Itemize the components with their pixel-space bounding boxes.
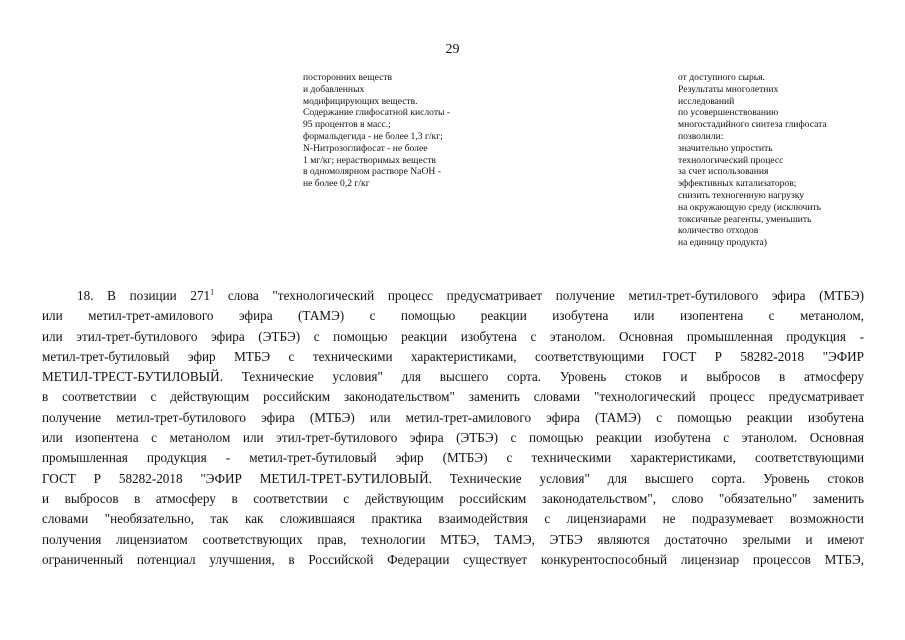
table-line: значительно упростить — [678, 142, 773, 154]
table-line: снизить техногенную нагрузку — [678, 189, 805, 201]
superscript: 1 — [210, 287, 215, 297]
paragraph-line: МЕТИЛ-ТРЕСТ-БУТИЛОВЫЙ. Технические условия" для высшего сорта. Уровень стоков и выбросов в атмосферу — [42, 369, 864, 385]
table-line: формальдегида - не более 1,3 г/кг; — [303, 130, 443, 142]
table-line: не более 0,2 г/кг — [303, 178, 370, 190]
amendment-paragraph — [42, 286, 864, 570]
table-line: на окружающую среду (исключить — [678, 201, 822, 213]
table-line: токсичные реагенты, уменьшить — [678, 213, 812, 225]
paragraph-line — [42, 286, 864, 306]
paragraph-line: или метил-трет-амилового эфира (ТАМЭ) с помощью реакции изобутена или изопентена с метанолом, — [42, 308, 864, 324]
table-line: количество отходов — [678, 225, 759, 237]
table-line: эффективных катализаторов; — [678, 178, 797, 190]
table-line: N-Нитрозоглифосат - не более — [303, 142, 428, 154]
paragraph-line: промышленная продукция - метил-трет-бутиловый эфир (МТБЭ) с техническими характеристиками, соответствующими — [42, 450, 864, 466]
table-line: и добавленных — [303, 83, 365, 95]
paragraph-text: 18. В позиции 271 — [77, 288, 211, 303]
table-line: позволили: — [678, 130, 724, 142]
table-line: технологический процесс — [678, 154, 784, 166]
table-line: исследований — [678, 95, 735, 107]
paragraph-line: метил-трет-бутиловый эфир МТБЭ с техническими характеристиками, соответствующими ГОСТ Р 58282-2018 "ЭФИР — [42, 348, 864, 364]
paragraph-text: слова "технологический процесс предусматривает получение метил-трет-бутилового эфира (МТБЭ) — [214, 288, 864, 303]
table-line: многостадийного синтеза глифосата — [678, 119, 827, 131]
paragraph-line: словами "необязательно, так как сложившаяся практика взаимодействия с лицензиарами не подразумевает возможности — [42, 511, 864, 527]
table-line: Результаты многолетних — [678, 83, 779, 95]
paragraph-line: в соответствии с действующим российским законодательством" заменить словами "технологический процесс предусматривает — [42, 389, 864, 405]
paragraph-line: получение метил-трет-бутилового эфира (МТБЭ) или метил-трет-амилового эфира (ТАМЭ) с помощью реакции изобутена — [42, 409, 864, 425]
paragraph-line: получения лицензиатом соответствующих прав, технологии МТБЭ, ТАМЭ, ЭТБЭ являются достаточно зрелыми и имеют — [42, 531, 864, 547]
table-line: от доступного сырья. — [678, 72, 765, 83]
paragraph-line: или этил-трет-бутилового эфира (ЭТБЭ) с помощью реакции изобутена с этанолом. Основная промышленная продукция - — [42, 328, 864, 344]
table-line: в одномолярном растворе NaOH - — [303, 166, 441, 178]
table-line: 95 процентов в масс.; — [303, 119, 391, 131]
table-cell-requirements — [303, 72, 450, 190]
table-line: Содержание глифосатной кислоты - — [303, 107, 451, 119]
paragraph-line: и выбросов в атмосферу в соответствии с действующим российским законодательством", слово "обязательно" заменить — [42, 490, 864, 506]
table-line: модифицирующих веществ. — [303, 95, 418, 107]
paragraph-line: или изопентена с метанолом или этил-трет-бутилового эфира (ЭТБЭ) с помощью реакции изобутена с этанолом. Основная — [42, 430, 864, 446]
table-line: на единицу продукта) — [678, 237, 767, 249]
paragraph-line: ограниченный потенциал улучшения, в Российской Федерации существует конкурентоспособный лицензиар процессов МТБЭ, — [42, 551, 864, 567]
table-cell-results — [678, 72, 827, 249]
table-line: посторонних веществ — [303, 72, 393, 83]
table-line: 1 мг/кг; нерастворимых веществ — [303, 154, 436, 166]
table-line: по усовершенствованию — [678, 107, 779, 119]
table-line: за счет использования — [678, 166, 769, 178]
paragraph-line: ГОСТ Р 58282-2018 "ЭФИР МЕТИЛ-ТРЕТ-БУТИЛОВЫЙ. Технические условия" для высшего сорта. Уровень стоков — [42, 470, 864, 486]
page-number: 29 — [445, 42, 460, 57]
